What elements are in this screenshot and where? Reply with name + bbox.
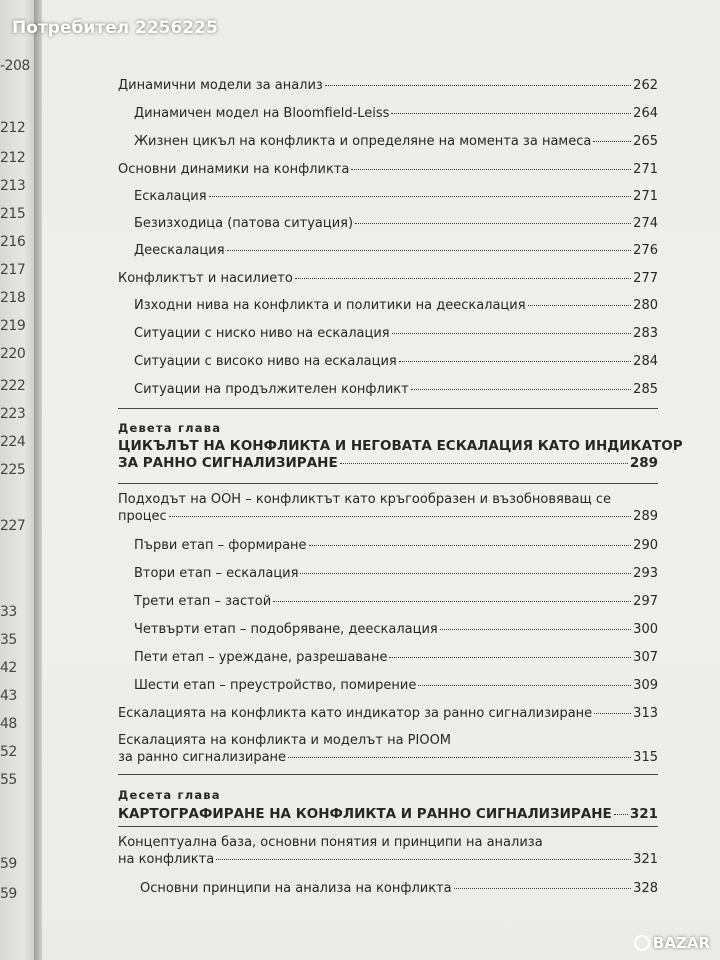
left-page-number: 215: [0, 206, 26, 222]
toc-entry-bloomfield: Динамичен модел на Bloomfield-Leiss 264: [134, 106, 658, 121]
left-page-edge: [0, 0, 34, 960]
left-page-number: 227: [0, 518, 26, 534]
bazar-logo-icon: [634, 935, 650, 951]
toc-entry-low-escalation: Ситуации с ниско ниво на ескалация 283: [134, 326, 658, 341]
chapter-label: Девета глава: [118, 421, 222, 435]
toc-entry-protracted: Ситуации на продължителен конфликт 285: [134, 382, 658, 397]
divider: [118, 408, 658, 409]
toc-entry-basic-dynamics: Основни динамики на конфликта 271: [118, 162, 658, 177]
toc-entry-deescalation: Деескалация 276: [134, 243, 658, 258]
toc-entry-conceptual-base: Концептуална база, основни понятия и принципи на анализа на конфликта 321: [118, 835, 658, 867]
left-page-number: 42: [0, 660, 17, 676]
toc-entry-stage-6: Шести етап – преустройство, помирение 309: [134, 678, 658, 693]
toc-entry-stage-3: Трети етап – застой 297: [134, 594, 658, 609]
toc-entry-high-escalation: Ситуации с високо ниво на ескалация 284: [134, 354, 658, 369]
left-page-number: 212: [0, 120, 26, 136]
toc-entry-stage-1: Първи етап – формиране 290: [134, 538, 658, 553]
divider: [118, 826, 658, 827]
left-page-number: 220: [0, 346, 26, 362]
left-page-number: 48: [0, 716, 17, 732]
left-page-number: 223: [0, 406, 26, 422]
left-page-number: 212: [0, 150, 26, 166]
left-page-number: 224: [0, 434, 26, 450]
left-page-number: 217: [0, 262, 26, 278]
book-gutter: [34, 0, 42, 960]
bazar-logo: BAZAR: [634, 934, 710, 952]
toc-entry-pioom: Ескалацията на конфликта и моделът на PIOOM за ранно сигнализиране 315: [118, 733, 658, 765]
left-page-number: 55: [0, 772, 17, 788]
left-page-number: 216: [0, 234, 26, 250]
toc-entry-life-cycle: Жизнен цикъл на конфликта и определяне на момента за намеса 265: [134, 134, 658, 149]
chapter-title: КАРТОГРАФИРАНЕ НА КОНФЛИКТА И РАННО СИГНАЛИЗИРАНЕ 321: [118, 806, 658, 822]
toc-entry-indicator: Ескалацията на конфликта като индикатор за ранно сигнализиране 313: [118, 706, 658, 721]
left-page-number: 59: [0, 886, 17, 902]
divider: [118, 774, 658, 775]
toc-entry-dynamic-models: Динамични модели за анализ 262: [118, 78, 658, 93]
book-page: [42, 0, 720, 960]
toc-entry-stage-5: Пети етап – уреждане, разрешаване 307: [134, 650, 658, 665]
left-page-number: 35: [0, 632, 17, 648]
left-page-number: 219: [0, 318, 26, 334]
toc-entry-violence: Конфликтът и насилието 277: [118, 271, 658, 286]
left-page-number: 218: [0, 290, 26, 306]
user-watermark-title: Потребител 2256225: [12, 18, 218, 38]
left-page-number: 59: [0, 856, 17, 872]
left-page-number: -208: [0, 58, 30, 74]
toc-entry-stage-2: Втори етап – ескалация 293: [134, 566, 658, 581]
chapter-title: ЦИКЪЛЪТ НА КОНФЛИКТА И НЕГОВАТА ЕСКАЛАЦИЯ КАТО ИНДИКАТОР ЗА РАННО СИГНАЛИЗИРАНЕ 289: [118, 438, 683, 471]
toc-entry-stalemate: Безизходица (патова ситуация) 274: [134, 216, 658, 231]
toc-entry-stage-4: Четвърти етап – подобряване, деескалация 300: [134, 622, 658, 637]
toc-entry-escalation: Ескалация 271: [134, 189, 658, 204]
left-page-number: 52: [0, 744, 17, 760]
toc-entry-basic-principles: Основни принципи на анализа на конфликта 328: [140, 881, 658, 896]
left-page-number: 33: [0, 604, 17, 620]
left-page-number: 222: [0, 378, 26, 394]
left-page-number: 225: [0, 462, 26, 478]
toc-entry-un-approach: Подходът на ООН – конфликтът като кръгообразен и възобновяващ се процес 289: [118, 492, 658, 524]
toc-entry-initial-levels: Изходни нива на конфликта и политики на деескалация 280: [134, 298, 658, 313]
chapter-label: Десета глава: [118, 788, 221, 802]
left-page-number: 43: [0, 688, 17, 704]
left-page-number: 213: [0, 178, 26, 194]
divider: [118, 483, 658, 484]
